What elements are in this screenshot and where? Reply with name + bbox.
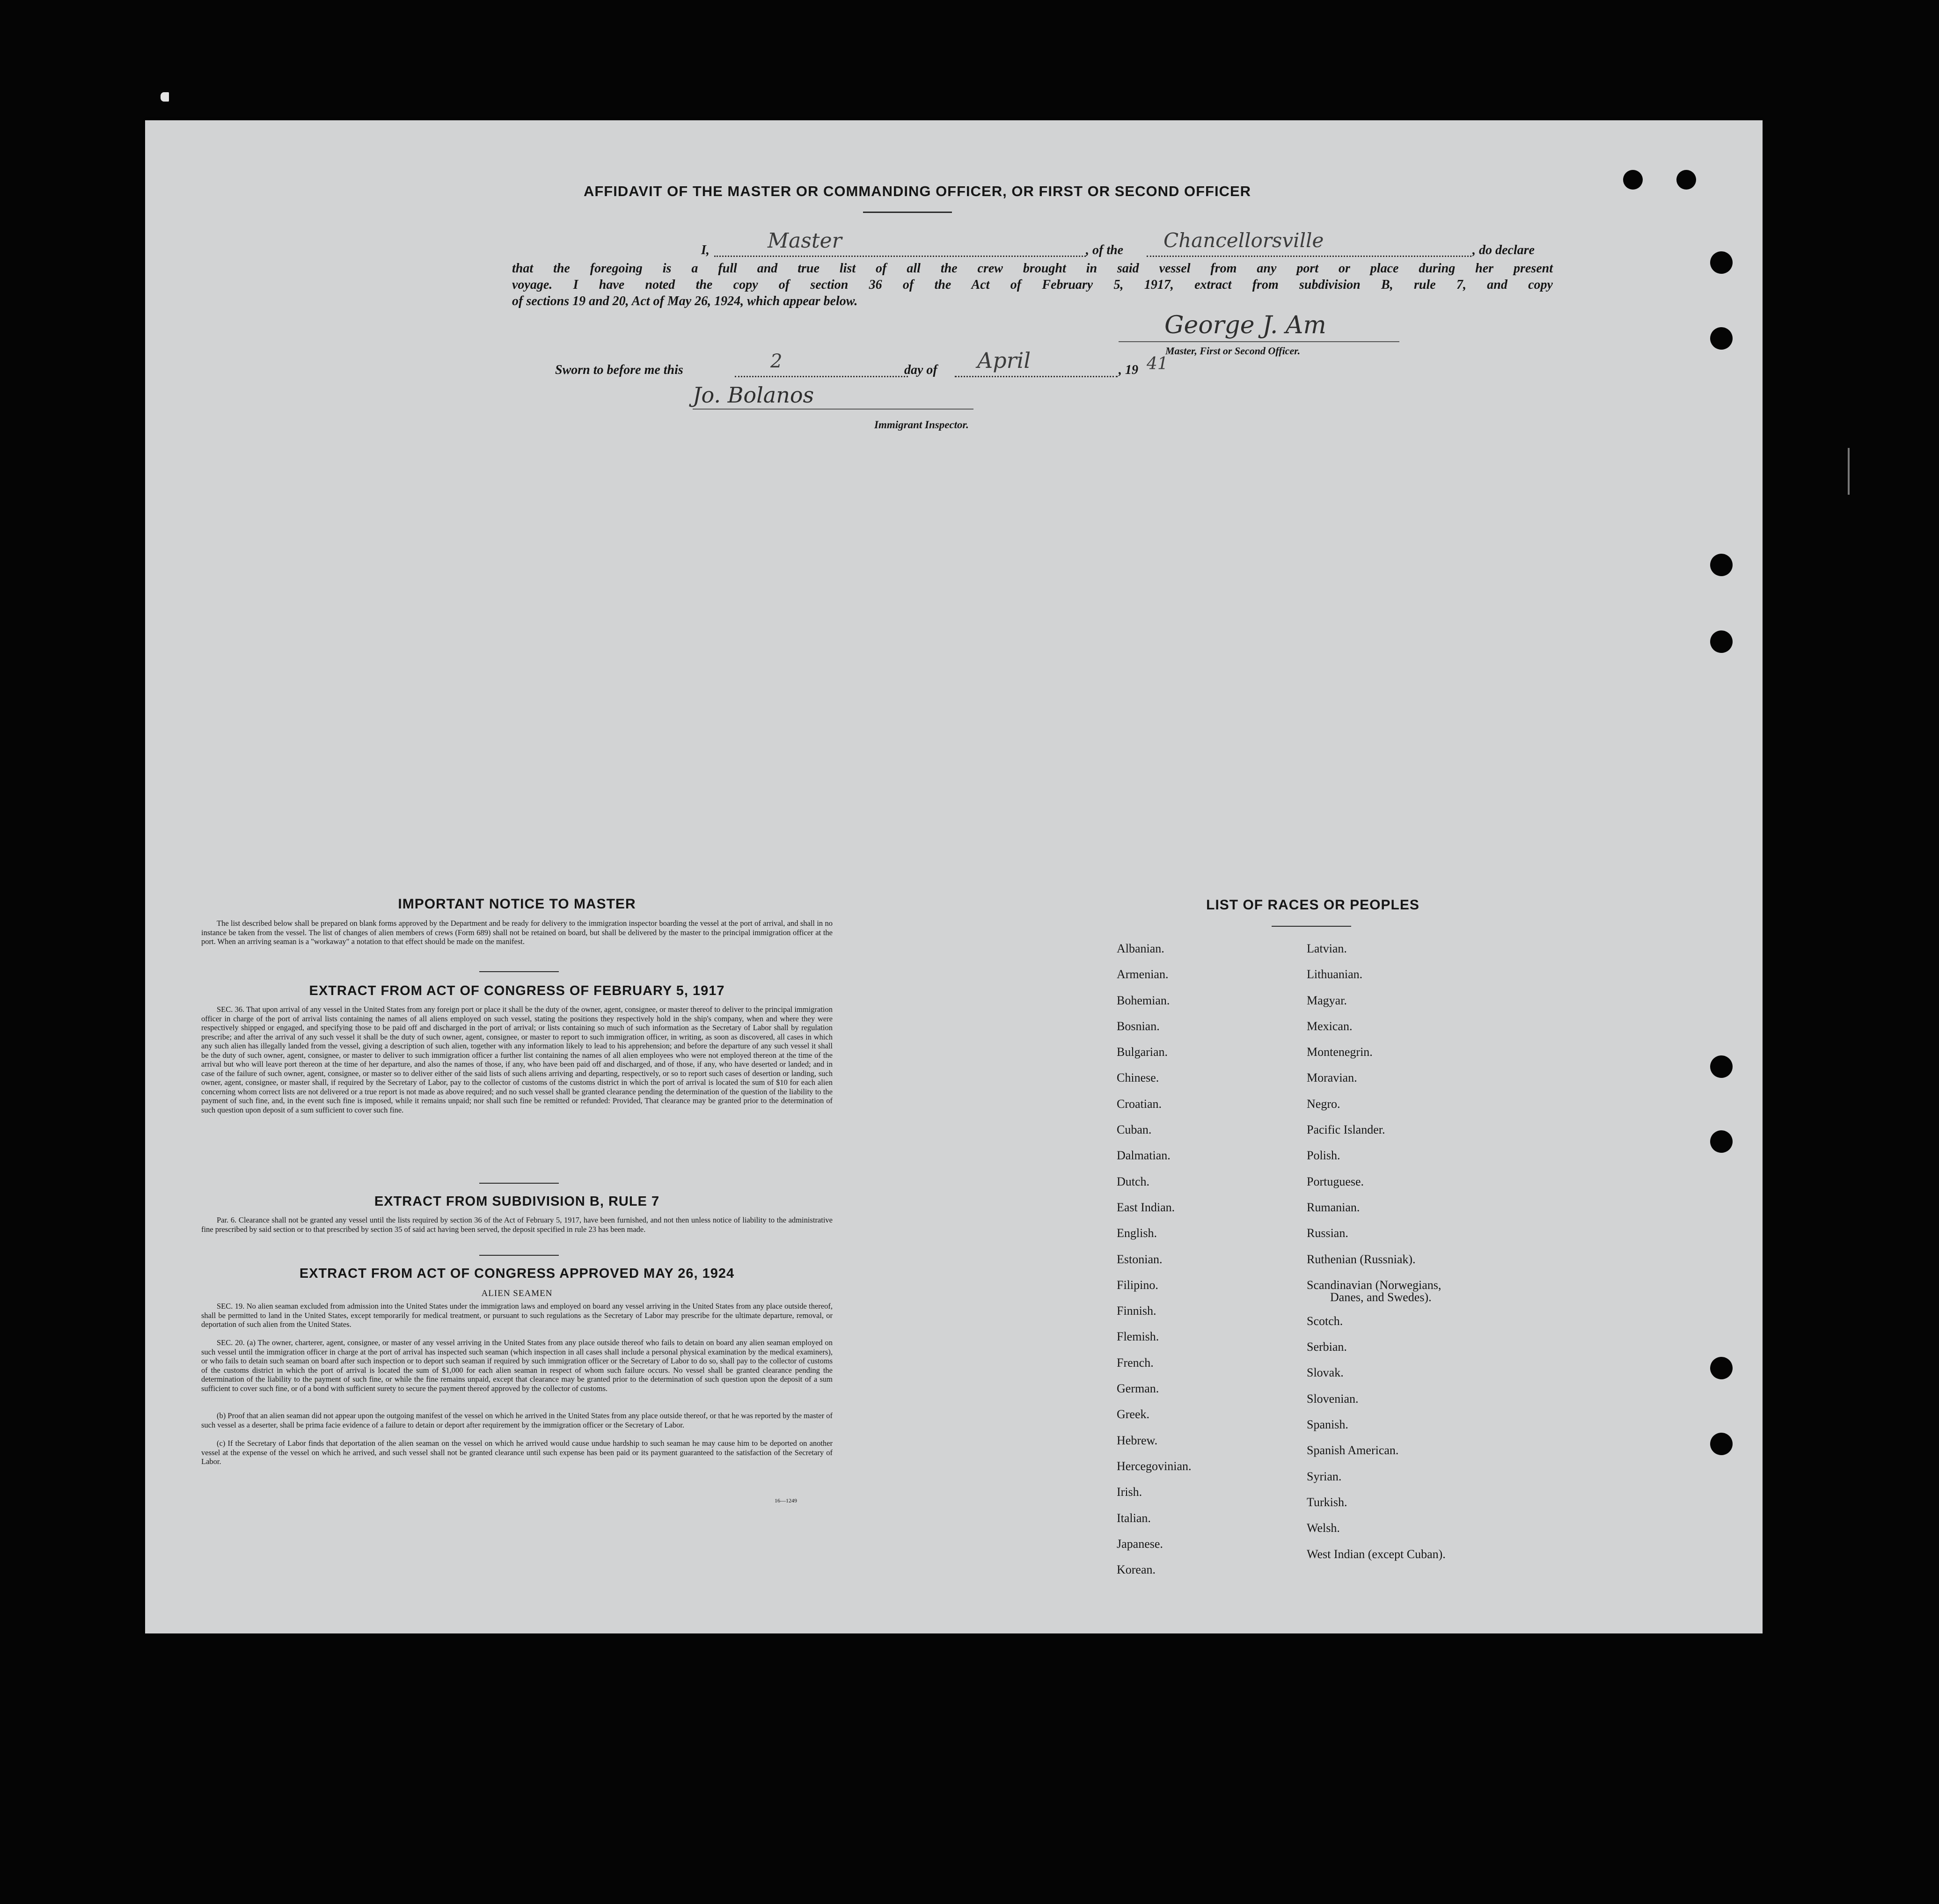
races-title: LIST OF RACES OR PEOPLES [1206, 897, 1419, 913]
year-handwritten: 41 [1147, 354, 1168, 373]
of-the-text: , of the [1086, 243, 1124, 257]
divider [479, 1255, 559, 1256]
race-item: Armenian. [1117, 967, 1169, 981]
race-item: Japanese. [1117, 1537, 1163, 1551]
race-item [1307, 1046, 1531, 1072]
punch-hole [1710, 251, 1733, 274]
sworn-text: Sworn to before me this [555, 363, 683, 377]
vessel-handwritten: Chancellorsville [1163, 229, 1324, 252]
race-item [1307, 1072, 1531, 1098]
races-column-2 [1307, 943, 1531, 1574]
extract-1924-title: EXTRACT FROM ACT OF CONGRESS APPROVED MAY 26, 1924 [299, 1266, 735, 1281]
race-item [1307, 1150, 1531, 1175]
race-item: Bulgarian. [1117, 1045, 1168, 1059]
race-item-label: Slovenian. [1307, 1391, 1359, 1406]
race-item-label: Welsh. [1307, 1521, 1340, 1535]
sworn-day-handwritten: 2 [770, 351, 783, 372]
race-item [1307, 1367, 1531, 1392]
punch-hole [1710, 630, 1733, 653]
race-item [1307, 1393, 1531, 1419]
race-item [1307, 1444, 1531, 1470]
race-item-label: Turkish. [1307, 1495, 1347, 1509]
race-item [1307, 1341, 1531, 1367]
notice-title: IMPORTANT NOTICE TO MASTER [398, 896, 636, 912]
race-item [1307, 1315, 1531, 1341]
do-declare-text: , do declare [1472, 243, 1535, 257]
declaration-line: voyage. I have noted the copy of section 36 of the Act of February 5, 1917, extract from subdivision B, rule 7, and copy [512, 278, 1553, 292]
race-item: Chinese. [1117, 1071, 1159, 1085]
race-item: Hebrew. [1117, 1433, 1158, 1447]
race-item: Albanian. [1117, 942, 1164, 955]
race-item [1307, 1098, 1531, 1124]
race-item-label: Spanish. [1307, 1418, 1348, 1432]
section-19-text: SEC. 19. No alien seaman excluded from admission into the United States under the immigration laws and employed on board any vessel arriving in the United States from any place outside thereof, shall be permitted to land in the United States, except temporarily for medical treatment, or pursuant to such regulations as the Secretary of Labor may prescribe for the ultimate departure, removal, or deportation of such alien from the United States. [201, 1302, 833, 1329]
race-item-label: Latvian. [1307, 942, 1347, 955]
race-item: Flemish. [1117, 1330, 1159, 1344]
punch-hole [1710, 1055, 1733, 1078]
race-item [1307, 1548, 1531, 1574]
race-item: Bosnian. [1117, 1019, 1160, 1033]
race-item: Dutch. [1117, 1174, 1150, 1188]
punch-hole [1710, 1130, 1733, 1153]
race-item [1307, 995, 1531, 1020]
punch-hole [1710, 1357, 1733, 1379]
divider [1272, 926, 1351, 927]
officer-caption: Master, First or Second Officer. [1165, 345, 1301, 357]
scanner-edge-mark [161, 92, 169, 102]
race-item: Filipino. [1117, 1278, 1158, 1292]
declaration-line: of sections 19 and 20, Act of May 26, 1924, which appear below. [512, 294, 858, 308]
race-item: Croatian. [1117, 1097, 1162, 1111]
race-item [1307, 1419, 1531, 1444]
divider [479, 1183, 559, 1184]
race-item: Estonian. [1117, 1252, 1163, 1266]
race-item: English. [1117, 1226, 1157, 1240]
punch-hole [1676, 170, 1696, 190]
race-item-label: Magyar. [1307, 993, 1347, 1007]
race-item: Hercegovinian. [1117, 1459, 1192, 1473]
race-item-label: Scandinavian (Norwegians, [1307, 1278, 1441, 1292]
race-item [1307, 1253, 1531, 1279]
section-20a-text: SEC. 20. (a) The owner, charterer, agent, consignee, or master of any vessel arriving in the United States from any place outside thereof who fails to detain on board any alien seaman employed on such vessel until the immigration officer in charge at the port of arrival has inspected such seaman (which inspection in all cases shall include a personal physical examination by the medical examiners), or who fails to detain such seaman on board after such inspection or to deport such seaman if required by such immigration officer or the Secretary of Labor to do so, shall pay to the collector of customs of the customs district in which the port of arrival is located the sum of $1,000 for each alien seaman in respect of whom such failure occurs. No vessel shall be granted clearance pending the determination of the liability to the payment of such fine, or while the fine remains unpaid, except that clearance may be granted prior to the determination of such question upon the deposit of a sum sufficient to cover such fine, or of a bond with sufficient surety to secure the payment thereof approved by the collector of customs. [201, 1338, 833, 1393]
master-handwritten: Master [768, 229, 842, 253]
race-item-label: Ruthenian (Russniak). [1307, 1252, 1416, 1266]
race-item-label: Scotch. [1307, 1314, 1343, 1328]
race-item-label: Montenegrin. [1307, 1045, 1373, 1059]
race-item-label: Polish. [1307, 1149, 1340, 1163]
race-item: Italian. [1117, 1511, 1151, 1525]
race-item [1307, 1020, 1531, 1046]
race-item-label: Slovak. [1307, 1366, 1344, 1380]
subdivision-b-body: Par. 6. Clearance shall not be granted any vessel until the lists required by section 36 of the Act of February 5, 1917, have been furnished, and not then unless notice of liability to the administrative fine prescribed by said section or to that prescribed by section 35 of said act having been served, the deposit specified in rule 23 has been made. [201, 1216, 833, 1234]
race-item-label: Moravian. [1307, 1071, 1357, 1085]
race-item: Greek. [1117, 1407, 1150, 1421]
race-item-label: Pacific Islander. [1307, 1123, 1385, 1137]
extract-1917-body: SEC. 36. That upon arrival of any vessel in the United States from any foreign port or place it shall be the duty of the owner, agent, consignee, or master thereof to deliver to the principal immigration officer in charge of the port of arrival lists containing the names of all aliens employed on such vessel, stating the positions they respectively hold in the ship's company, when and where they were respectively shipped or engaged, and specifying those to be paid off and discharged in the port of arrival; or lists containing so much of such information as the Secretary of Labor shall by regulation prescribe; and after the arrival of any such vessel it shall be the duty of such owner, agent, consignee, or master to report to such immigration officer, in writing, as soon as discovered, all cases in which any such alien has illegally landed from the vessel, giving a description of such alien, together with any information likely to lead to his apprehension; and before the departure of any such vessel it shall be the duty of such owner, agent, consignee, or master to deliver to such immigration officer a further list containing the names of all alien employees who were not employed thereon at the time of the arrival but who will leave port thereon at the time of her departure, and also the names of those, if any, who have been paid off and discharged, and of those, if any, who have deserted or landed; and in case of the failure of such owner, agent, consignee, or master so to deliver either of the said lists of such aliens arriving and departing, respectively, or so to report such cases of desertion or landing, such owner, agent, consignee, or master shall, if required by the Secretary of Labor, pay to the collector of customs of the customs district in which the port of arrival is located the sum of $10 for each alien concerning whom correct lists are not delivered or a true report is not made as above required; and no such vessel shall be granted clearance pending the determination of the question of the liability to the payment of such fine, and, in the event such fine is imposed, while it remains unpaid; nor shall such fine be remitted or refunded: Provided, That clearance may be granted prior to the determination of such question upon deposit of a sum sufficient to cover such fine. [201, 1005, 833, 1114]
race-item [1307, 1279, 1531, 1315]
race-item-continuation: Danes, and Swedes). [1330, 1290, 1432, 1304]
race-item-label: Portuguese. [1307, 1174, 1364, 1188]
divider [479, 971, 559, 972]
punch-hole [1710, 327, 1733, 350]
year-prefix: , 19 [1119, 363, 1138, 377]
race-item [1307, 1176, 1531, 1201]
extract-1917-title: EXTRACT FROM ACT OF CONGRESS OF FEBRUARY 5, 1917 [309, 983, 725, 998]
punch-hole [1710, 554, 1733, 576]
race-item-label: Spanish American. [1307, 1443, 1399, 1457]
race-item [1307, 1201, 1531, 1227]
race-item: Korean. [1117, 1563, 1156, 1577]
race-item: Finnish. [1117, 1304, 1156, 1318]
race-item [1307, 1227, 1531, 1253]
race-item [1307, 943, 1531, 968]
race-item-label: Russian. [1307, 1226, 1348, 1240]
race-item [1307, 1124, 1531, 1150]
race-item [1307, 1471, 1531, 1496]
race-item: Bohemian. [1117, 993, 1170, 1007]
inspector-caption: Immigrant Inspector. [874, 419, 969, 431]
inspector-signature: Jo. Bolanos [693, 382, 814, 408]
notice-body: The list described below shall be prepared on blank forms approved by the Department and be ready for delivery to the immigration inspector boarding the vessel at the port of arrival, and shall in no instance be taken from the vessel. The list of changes of alien members of crews (Form 689) shall not be retained on board, but shall be delivered by the master to the principal immigration officer at the port. When an arriving seaman is a "workaway" a notation to that effect should be made on the manifest. [201, 919, 833, 946]
officer-signature-line [1119, 341, 1399, 342]
race-item-label: Lithuanian. [1307, 967, 1363, 981]
race-item: East Indian. [1117, 1200, 1175, 1214]
section-20c-text: (c) If the Secretary of Labor finds that deportation of the alien seaman on the vessel on which he arrived would cause undue hardship to such seaman he may cause him to be deported on another vessel at the expense of the vessel on which he arrived, and such vessel shall not be granted clearance until such expense has been paid or its payment guaranteed to the satisfaction of the Secretary of Labor. [201, 1439, 833, 1466]
officer-signature: George J. Am [1164, 311, 1326, 339]
race-item-label: Syrian. [1307, 1469, 1342, 1483]
race-item-label: Mexican. [1307, 1019, 1353, 1033]
race-item [1307, 1522, 1531, 1548]
race-item: German. [1117, 1382, 1159, 1396]
divider [863, 212, 952, 213]
punch-hole [1710, 1433, 1733, 1455]
race-item: Irish. [1117, 1485, 1142, 1499]
declaration-line: that the foregoing is a full and true list of all the crew brought in said vessel from any port or place during her present [512, 261, 1553, 276]
section-20b-text: (b) Proof that an alien seaman did not appear upon the outgoing manifest of the vessel on which he arrived in the United States from any place outside thereof, or that he was reported by the master of such vessel as a deserter, shall be prima facie evidence of a failure to detain or deport after requirement by the immigration officer or the Secretary of Labor. [201, 1411, 833, 1429]
document-page [145, 120, 1763, 1633]
race-item-label: Negro. [1307, 1097, 1340, 1111]
day-blank-line [735, 363, 908, 377]
race-item: Dalmatian. [1117, 1149, 1171, 1163]
race-item-label: Rumanian. [1307, 1200, 1360, 1214]
subdivision-b-title: EXTRACT FROM SUBDIVISION B, RULE 7 [374, 1194, 660, 1209]
torn-edge-mark [1848, 448, 1850, 495]
race-item: French. [1117, 1355, 1154, 1369]
day-of-text: day of [904, 363, 937, 377]
race-item [1307, 1496, 1531, 1522]
form-number: 16—1249 [775, 1497, 797, 1504]
punch-hole [1623, 170, 1643, 190]
affidavit-title: AFFIDAVIT OF THE MASTER OR COMMANDING OFFICER, OR FIRST OR SECOND OFFICER [583, 183, 1251, 199]
alien-seamen-subtitle: ALIEN SEAMEN [481, 1289, 553, 1298]
race-item [1307, 968, 1531, 994]
inspector-signature-line [693, 409, 973, 410]
races-column-1 [1117, 943, 1276, 1589]
sworn-month-handwritten: April [977, 348, 1031, 373]
race-item-label: West Indian (except Cuban). [1307, 1547, 1446, 1561]
race-item: Cuban. [1117, 1123, 1152, 1137]
race-item-label: Serbian. [1307, 1340, 1347, 1354]
affidavit-line-prefix: I, [701, 243, 710, 257]
